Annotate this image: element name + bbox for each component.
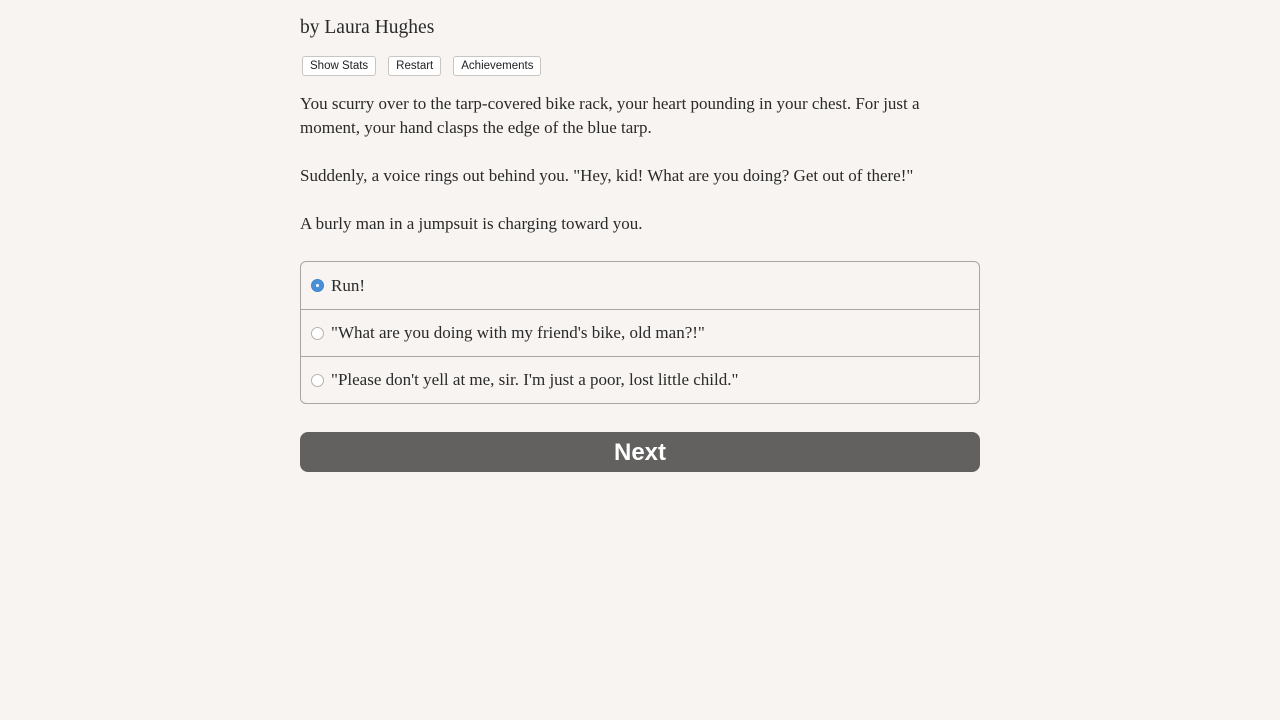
passage-paragraph: Suddenly, a voice rings out behind you. "Hey, kid! What are you doing? Get out of there!" (300, 166, 914, 185)
next-button[interactable]: Next (300, 432, 980, 472)
choice-option-run[interactable] (301, 262, 979, 309)
choice-option-confront[interactable] (301, 309, 979, 356)
choice-label: Run! (331, 275, 365, 295)
restart-button[interactable]: Restart (388, 56, 441, 76)
choice-label: "Please don't yell at me, sir. I'm just a poor, lost little child." (331, 370, 739, 389)
radio-button-icon[interactable] (311, 327, 324, 340)
radio-button-icon[interactable] (311, 374, 324, 387)
passage-paragraph: A burly man in a jumpsuit is charging toward you. (300, 214, 643, 233)
show-stats-button[interactable]: Show Stats (302, 56, 376, 76)
choice-option-plead[interactable] (301, 356, 979, 403)
choice-list (300, 261, 980, 404)
story-passage (300, 92, 980, 260)
game-toolbar (302, 56, 541, 76)
passage-paragraph: You scurry over to the tarp-covered bike rack, your heart pounding in your chest. For just a moment, your hand clasps the edge of the blue tarp. (300, 94, 920, 137)
author-byline: by Laura Hughes (300, 17, 435, 38)
choice-label: "What are you doing with my friend's bike, old man?!" (331, 323, 705, 342)
achievements-button[interactable]: Achievements (453, 56, 541, 76)
radio-button-icon[interactable] (311, 279, 324, 292)
